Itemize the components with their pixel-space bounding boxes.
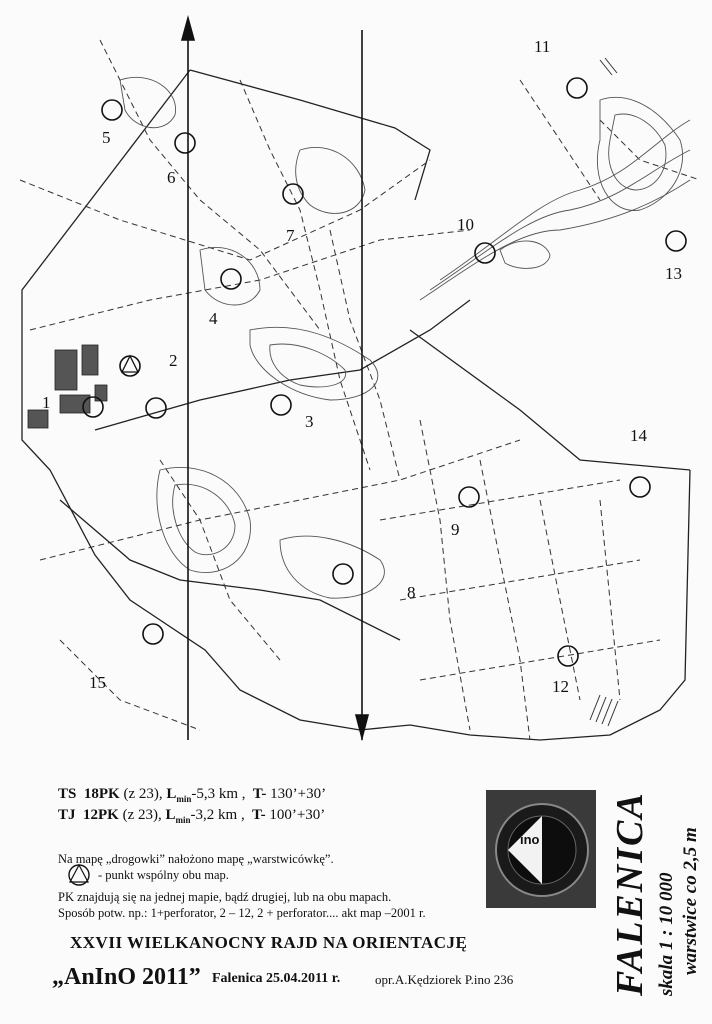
control-circle-3 bbox=[271, 395, 291, 415]
north-road bbox=[190, 70, 430, 200]
map-contour-interval: warstwice co 2,5 m bbox=[680, 827, 701, 975]
cp-label-9: 9 bbox=[451, 520, 460, 539]
cp-label-12: 12 bbox=[552, 677, 569, 696]
control-circle-2a bbox=[120, 356, 140, 376]
cp-label-6: 6 bbox=[167, 168, 176, 187]
cp-label-11: 11 bbox=[534, 37, 551, 56]
main-road bbox=[95, 300, 470, 430]
note-map-overlay: Na mapę „drogowki” nałożono mapę „warstwicówkę”. bbox=[58, 852, 334, 866]
north-arrow-icon bbox=[182, 18, 194, 40]
control-circle-8 bbox=[333, 564, 353, 584]
note-pk-location: PK znajdują się na jednej mapie, bądź drugiej, lub na obu mapach. bbox=[58, 890, 392, 904]
cp-label-13: 13 bbox=[665, 264, 682, 283]
map-boundary-road bbox=[22, 70, 690, 740]
event-place-date: Falenica 25.04.2011 r. bbox=[212, 971, 341, 986]
south-arrow-icon bbox=[356, 715, 368, 738]
cp-label-15: 15 bbox=[89, 673, 106, 692]
control-circle-6 bbox=[175, 133, 195, 153]
cp-label-14: 14 bbox=[630, 426, 647, 445]
event-name: „AnInO 2011” bbox=[52, 964, 201, 990]
control-circle-9 bbox=[459, 487, 479, 507]
inner-road bbox=[60, 500, 400, 640]
control-circle-14 bbox=[630, 477, 650, 497]
east-road bbox=[410, 330, 690, 470]
control-circle-11 bbox=[567, 78, 587, 98]
cp-label-4: 4 bbox=[209, 309, 218, 328]
control-circle-7 bbox=[283, 184, 303, 204]
common-point-symbol-icon bbox=[66, 862, 92, 888]
note-confirmation: Sposób potw. np.: 1+perforator, 2 – 12, 2 + perforator.... akt map –2001 r. bbox=[58, 906, 426, 920]
control-circle-2b bbox=[146, 398, 166, 418]
cp-label-3: 3 bbox=[305, 412, 314, 431]
cp-label-10: 10 bbox=[457, 215, 474, 234]
cp-label-8: 8 bbox=[407, 583, 416, 602]
map-name: FALENICA bbox=[609, 791, 651, 996]
note-common-point: - punkt wspólny obu map. bbox=[98, 868, 229, 882]
course-ts: TS 18PK (z 23), $L_{min}-5,3$ km , T- 130’+30’ bbox=[58, 786, 327, 804]
cp-label-1: 1 bbox=[42, 393, 51, 412]
control-circle-5 bbox=[102, 100, 122, 120]
cp-label-7: 7 bbox=[286, 226, 295, 245]
course-tj: TJ 12PK (z 23), $L_{min}-3,2$ km , T- 100’+30’ bbox=[58, 807, 326, 825]
control-circle-13 bbox=[666, 231, 686, 251]
map-scale: skala 1 : 10 000 bbox=[656, 872, 677, 996]
logo-text: ino bbox=[520, 832, 540, 847]
control-circle-4 bbox=[221, 269, 241, 289]
control-circle-15 bbox=[143, 624, 163, 644]
event-title: XXVII WIELKANOCNY RAJD NA ORIENTACJĘ bbox=[70, 933, 468, 952]
event-author: opr.A.Kędziorek P.ino 236 bbox=[375, 972, 514, 987]
ino-logo bbox=[486, 790, 596, 908]
cp-label-2: 2 bbox=[169, 351, 178, 370]
cp-label-5: 5 bbox=[102, 128, 111, 147]
